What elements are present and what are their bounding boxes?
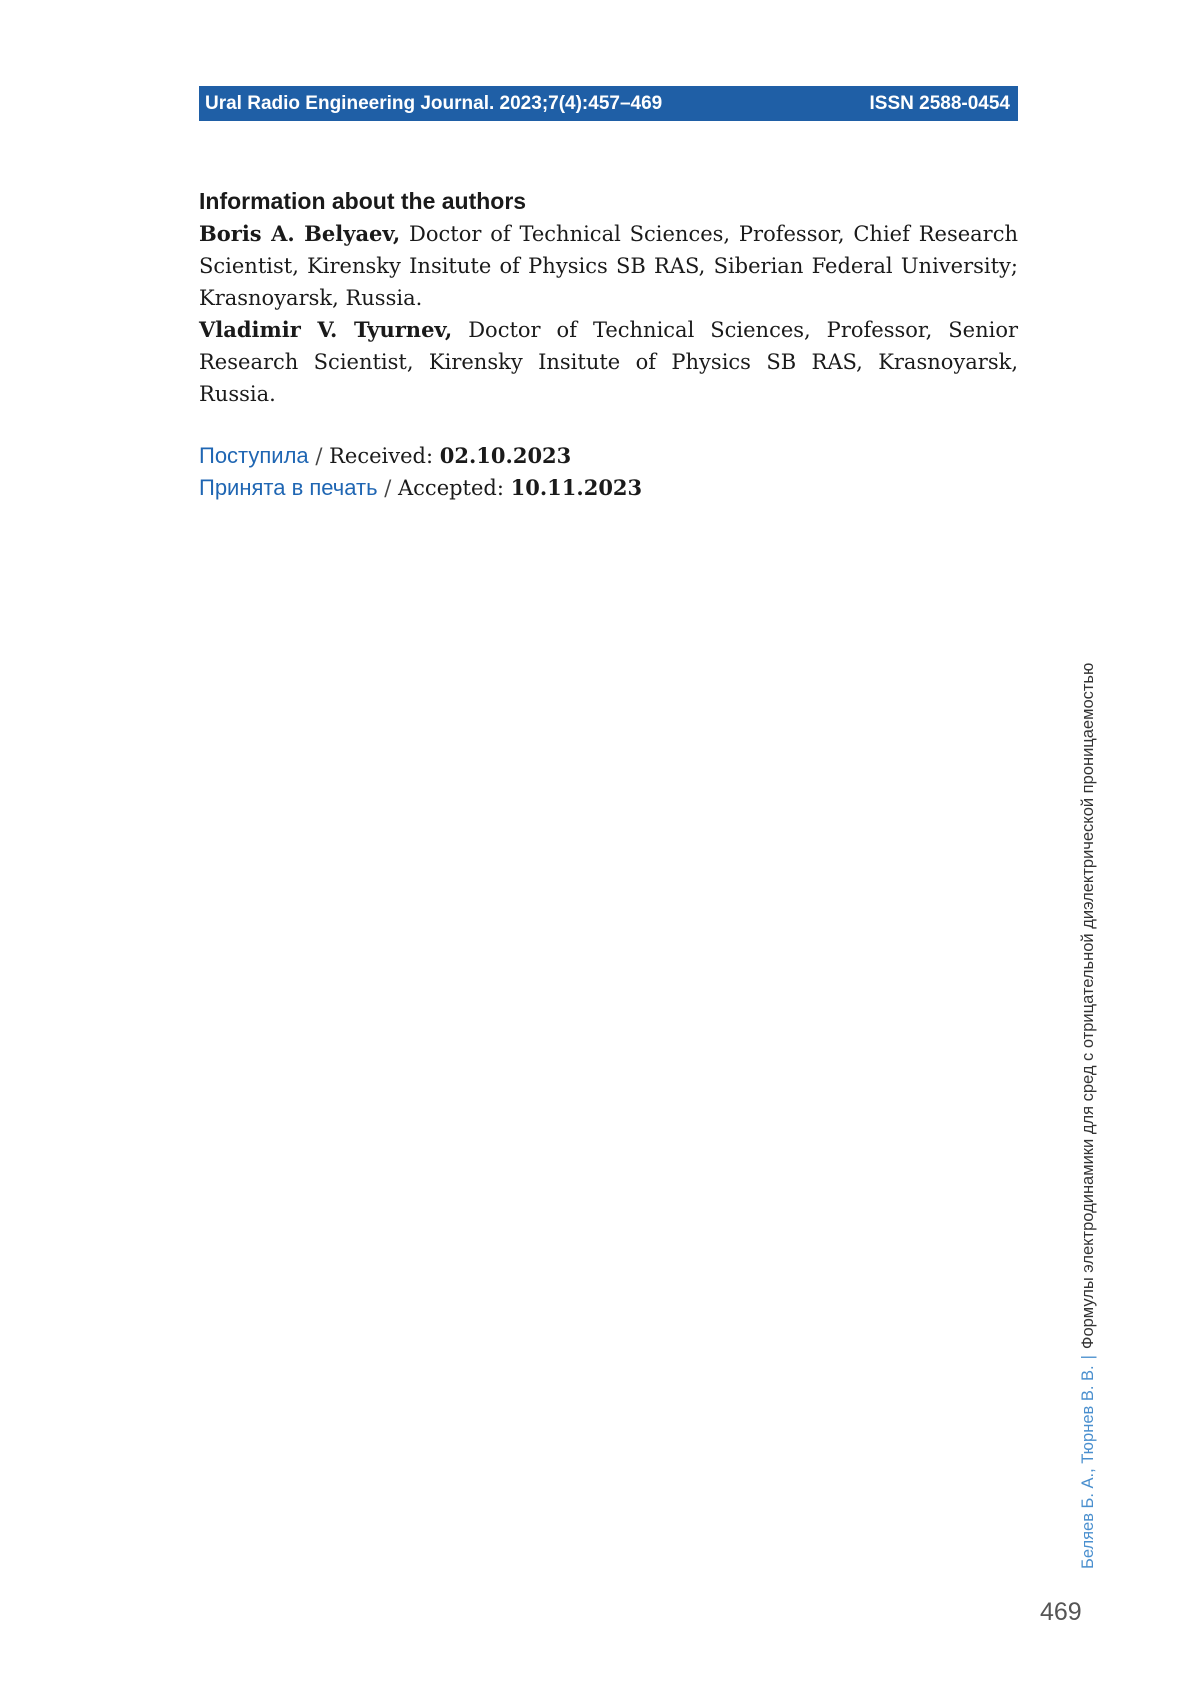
received-label-en: Received: [329,444,434,468]
article-dates [199,440,1018,504]
received-date-value: 02.10.2023 [439,443,572,468]
section-title: Information about the authors [199,188,527,214]
accepted-label-en: Accepted: [398,476,504,500]
author-entry [199,218,1018,314]
journal-citation: Ural Radio Engineering Journal. 2023;7(4):457–469 [205,92,663,114]
journal-header-bar [199,86,1018,121]
date-separator: / [384,476,392,500]
accepted-date-line [199,472,1018,504]
received-date-line [199,440,1018,472]
main-content [199,185,1018,504]
author-description: Doctor of Technical Sciences, Professor, Senior Research Scientist, Kirensky Insitute of Physics SB RAS, Krasnoyarsk, Russia. [199,318,1019,406]
running-title-separator: | [1079,1355,1097,1360]
running-title-text: Формулы электродинамики для сред с отрицательной диэлектрической проницаемостью [1079,662,1097,1350]
running-title [1078,663,1098,1569]
journal-issn: ISSN 2588-0454 [869,92,1010,114]
page-number: 469 [1040,1598,1082,1626]
date-separator: / [315,444,323,468]
received-label-ru: Поступила [199,443,309,468]
author-name: Boris A. Belyaev, [199,221,401,246]
author-description: Doctor of Technical Sciences, Professor, Chief Research Scientist, Kirensky Insitute of Physics SB RAS, Siberian Federal University; Krasnoyarsk, Russia. [199,222,1018,310]
author-name: Vladimir V. Tyurnev, [199,317,453,342]
running-title-authors: Беляев Б. А., Тюрнев В. В. [1079,1365,1097,1569]
accepted-label-ru: Принята в печать [199,475,378,500]
author-entry [199,314,1018,410]
accepted-date-value: 10.11.2023 [510,475,643,500]
